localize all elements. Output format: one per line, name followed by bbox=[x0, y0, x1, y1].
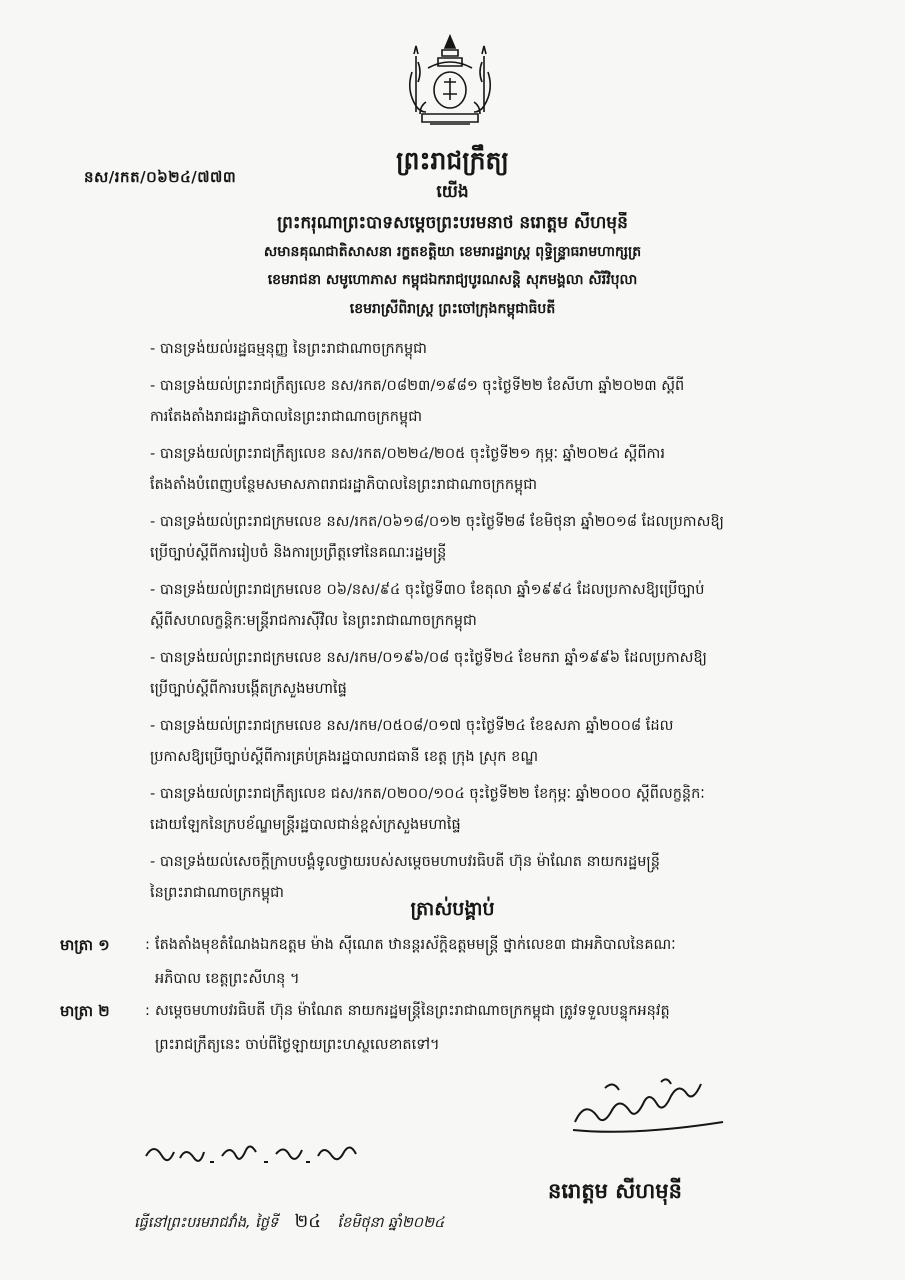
visa-item: - បានទ្រង់យល់រដ្ឋធម្មនុញ្ញ នៃព្រះរាជាណាចក្រកម្ពុជា bbox=[150, 341, 427, 357]
document-number: នស/រកត/០៦២៤/៧៧៣ bbox=[84, 168, 237, 186]
date-prefix: ធ្វើនៅព្រះបរមរាជវាំង, ថ្ងៃទី bbox=[134, 1215, 279, 1231]
visa-item: - បានទ្រង់យល់ព្រះរាជក្រឹត្យលេខ នស/រកត/០៨២៣/១៩៨១ ចុះថ្ងៃទី២២ ខែសីហា ឆ្នាំ២០២៣ ស្ដីពី ការតែងតាំងរាជរដ្ឋាភិបាលនៃព្រះរាជាណាចក្រកម្ពុជា bbox=[150, 378, 685, 425]
article-1 bbox=[60, 928, 860, 996]
article-colon: : bbox=[145, 937, 150, 953]
handwritten-signature bbox=[565, 1070, 735, 1140]
decision-heading: ត្រាស់បង្គាប់ bbox=[410, 898, 495, 920]
date-day: ២៤ bbox=[294, 1211, 321, 1232]
visa-item: - បានទ្រង់យល់ព្រះរាជក្រមលេខ ០៦/នស/៩៤ ចុះថ្ងៃទី៣០ ខែតុលា ឆ្នាំ១៩៩៤ ដែលប្រកាសឱ្យប្រើច្បាប់ ស្ដីពីសហលក្ខន្តិកៈមន្ត្រីរាជការស៊ីវិល នៃព្រះរាជាណាចក្រកម្ពុជា bbox=[150, 582, 705, 629]
we-heading: យើង bbox=[436, 182, 469, 202]
royal-coat-of-arms-icon bbox=[398, 32, 502, 132]
date-suffix: ខែមិថុនា ឆ្នាំ២០២៤ bbox=[337, 1215, 445, 1231]
article-label: មាត្រា ២ bbox=[60, 1002, 110, 1020]
visa-item: - បានទ្រង់យល់ព្រះរាជក្រឹត្យលេខ ជស/រកត/០២០០/១០៤ ចុះថ្ងៃទី២២ ខែកុម្ភៈ ឆ្នាំ២០០០ ស្ដីពីលក្ខន្តិកៈ ដោយឡែកនៃក្របខ័ណ្ឌមន្ត្រីរដ្ឋបាលជាន់ខ្ពស់ក្រសួងមហាផ្ទៃ bbox=[150, 786, 705, 833]
article-text: សម្ដេចមហាបវរធិបតី ហ៊ុន ម៉ាណែត នាយករដ្ឋមន្ត្រីនៃព្រះរាជាណាចក្រកម្ពុជា ត្រូវទទួលបន្ទុកអនុវត្ត ព្រះរាជក្រឹត្យនេះ ចាប់ពីថ្ងៃឡាយព្រះហស្ថលេខាតទៅ។ bbox=[155, 1003, 670, 1053]
signer-name: នរោត្ដម សីហមុនី bbox=[548, 1179, 682, 1203]
visa-item: - បានទ្រង់យល់ព្រះរាជក្រមលេខ នស/រកម/០១៩៦/០៨ ចុះថ្ងៃទី២៤ ខែមករា ឆ្នាំ១៩៩៦ ដែលប្រកាសឱ្យ ប្រើច្បាប់ស្ដីពីការបង្កើតក្រសួងមហាផ្ទៃ bbox=[150, 650, 707, 697]
article-colon: : bbox=[145, 1003, 150, 1019]
visa-item: - បានទ្រង់យល់សេចក្ដីក្រាបបង្គំទូលថ្វាយរបស់សម្ដេចមហាបវរធិបតី ហ៊ុន ម៉ាណែត នាយករដ្ឋមន្ត្រី នៃព្រះរាជាណាចក្រកម្ពុជា bbox=[150, 854, 660, 901]
royal-decree-title: ព្រះរាជក្រឹត្យ bbox=[396, 146, 509, 175]
date-line bbox=[134, 1209, 444, 1236]
article-2 bbox=[60, 994, 860, 1062]
visa-list bbox=[150, 334, 860, 915]
king-title-line-1: ព្រះករុណាព្រះបាទសម្ដេចព្រះបរមនាថ នរោត្ដម សីហមុនី bbox=[277, 213, 628, 233]
visa-item: - បានទ្រង់យល់ព្រះរាជក្រមលេខ នស/រកម/០៥០៨/០១៧ ចុះថ្ងៃទី២៤ ខែឧសភា ឆ្នាំ២០០៨ ដែល ប្រកាសឱ្យប្រើច្បាប់ស្ដីពីការគ្រប់គ្រងរដ្ឋបាលរាជធានី ខេត្ត ក្រុង ស្រុក ខណ្ឌ bbox=[150, 718, 674, 765]
article-label: មាត្រា ១ bbox=[60, 936, 110, 954]
king-title-line-4: ខេមរាស្រីពិរាស្ត្រ ព្រះចៅក្រុងកម្ពុជាធិបតី bbox=[349, 301, 556, 317]
king-title-line-2: សមានគុណជាតិសាសនា រក្ខតខត្តិយា ខេមរារដ្ឋរាស្ត្រ ពុទ្ធិន្ទ្រាធរាមហាក្សត្រ bbox=[263, 244, 642, 260]
king-title-line-3: ខេមរាជនា សមូហោភាស កម្ពុជឯករាជ្យបូរណសន្តិ សុភមង្គលា សិរីវិបុលា bbox=[267, 272, 638, 288]
visa-item: - បានទ្រង់យល់ព្រះរាជក្រមលេខ នស/រកត/០៦១៨/០១២ ចុះថ្ងៃទី២៨ ខែមិថុនា ឆ្នាំ២០១៨ ដែលប្រកាសឱ្យ ប្រើច្បាប់ស្ដីពីការរៀបចំ និងការប្រព្រឹត្តទៅនៃគណៈរដ្ឋមន្ត្រី bbox=[150, 514, 724, 561]
visa-item: - បានទ្រង់យល់ព្រះរាជក្រឹត្យលេខ នស/រកត/០២២៤/២០៥ ចុះថ្ងៃទី២១ កុម្ភៈ ឆ្នាំ២០២៤ ស្ដីពីការ តែងតាំងបំពេញបន្ថែមសមាសភាពរាជរដ្ឋាភិបាលនៃព្រះរាជាណាចក្រកម្ពុជា bbox=[150, 446, 665, 493]
handwritten-reference bbox=[140, 1132, 380, 1172]
article-text: តែងតាំងមុខតំណែងឯកឧត្ដម ម៉ាង ស៊ីណេត ឋានន្តរស័ក្តិឧត្ដមមន្ត្រី ថ្នាក់លេខ៣ ជាអភិបាលនៃគណៈ អភិបាល ខេត្តព្រះសីហនុ ។ bbox=[155, 937, 676, 987]
